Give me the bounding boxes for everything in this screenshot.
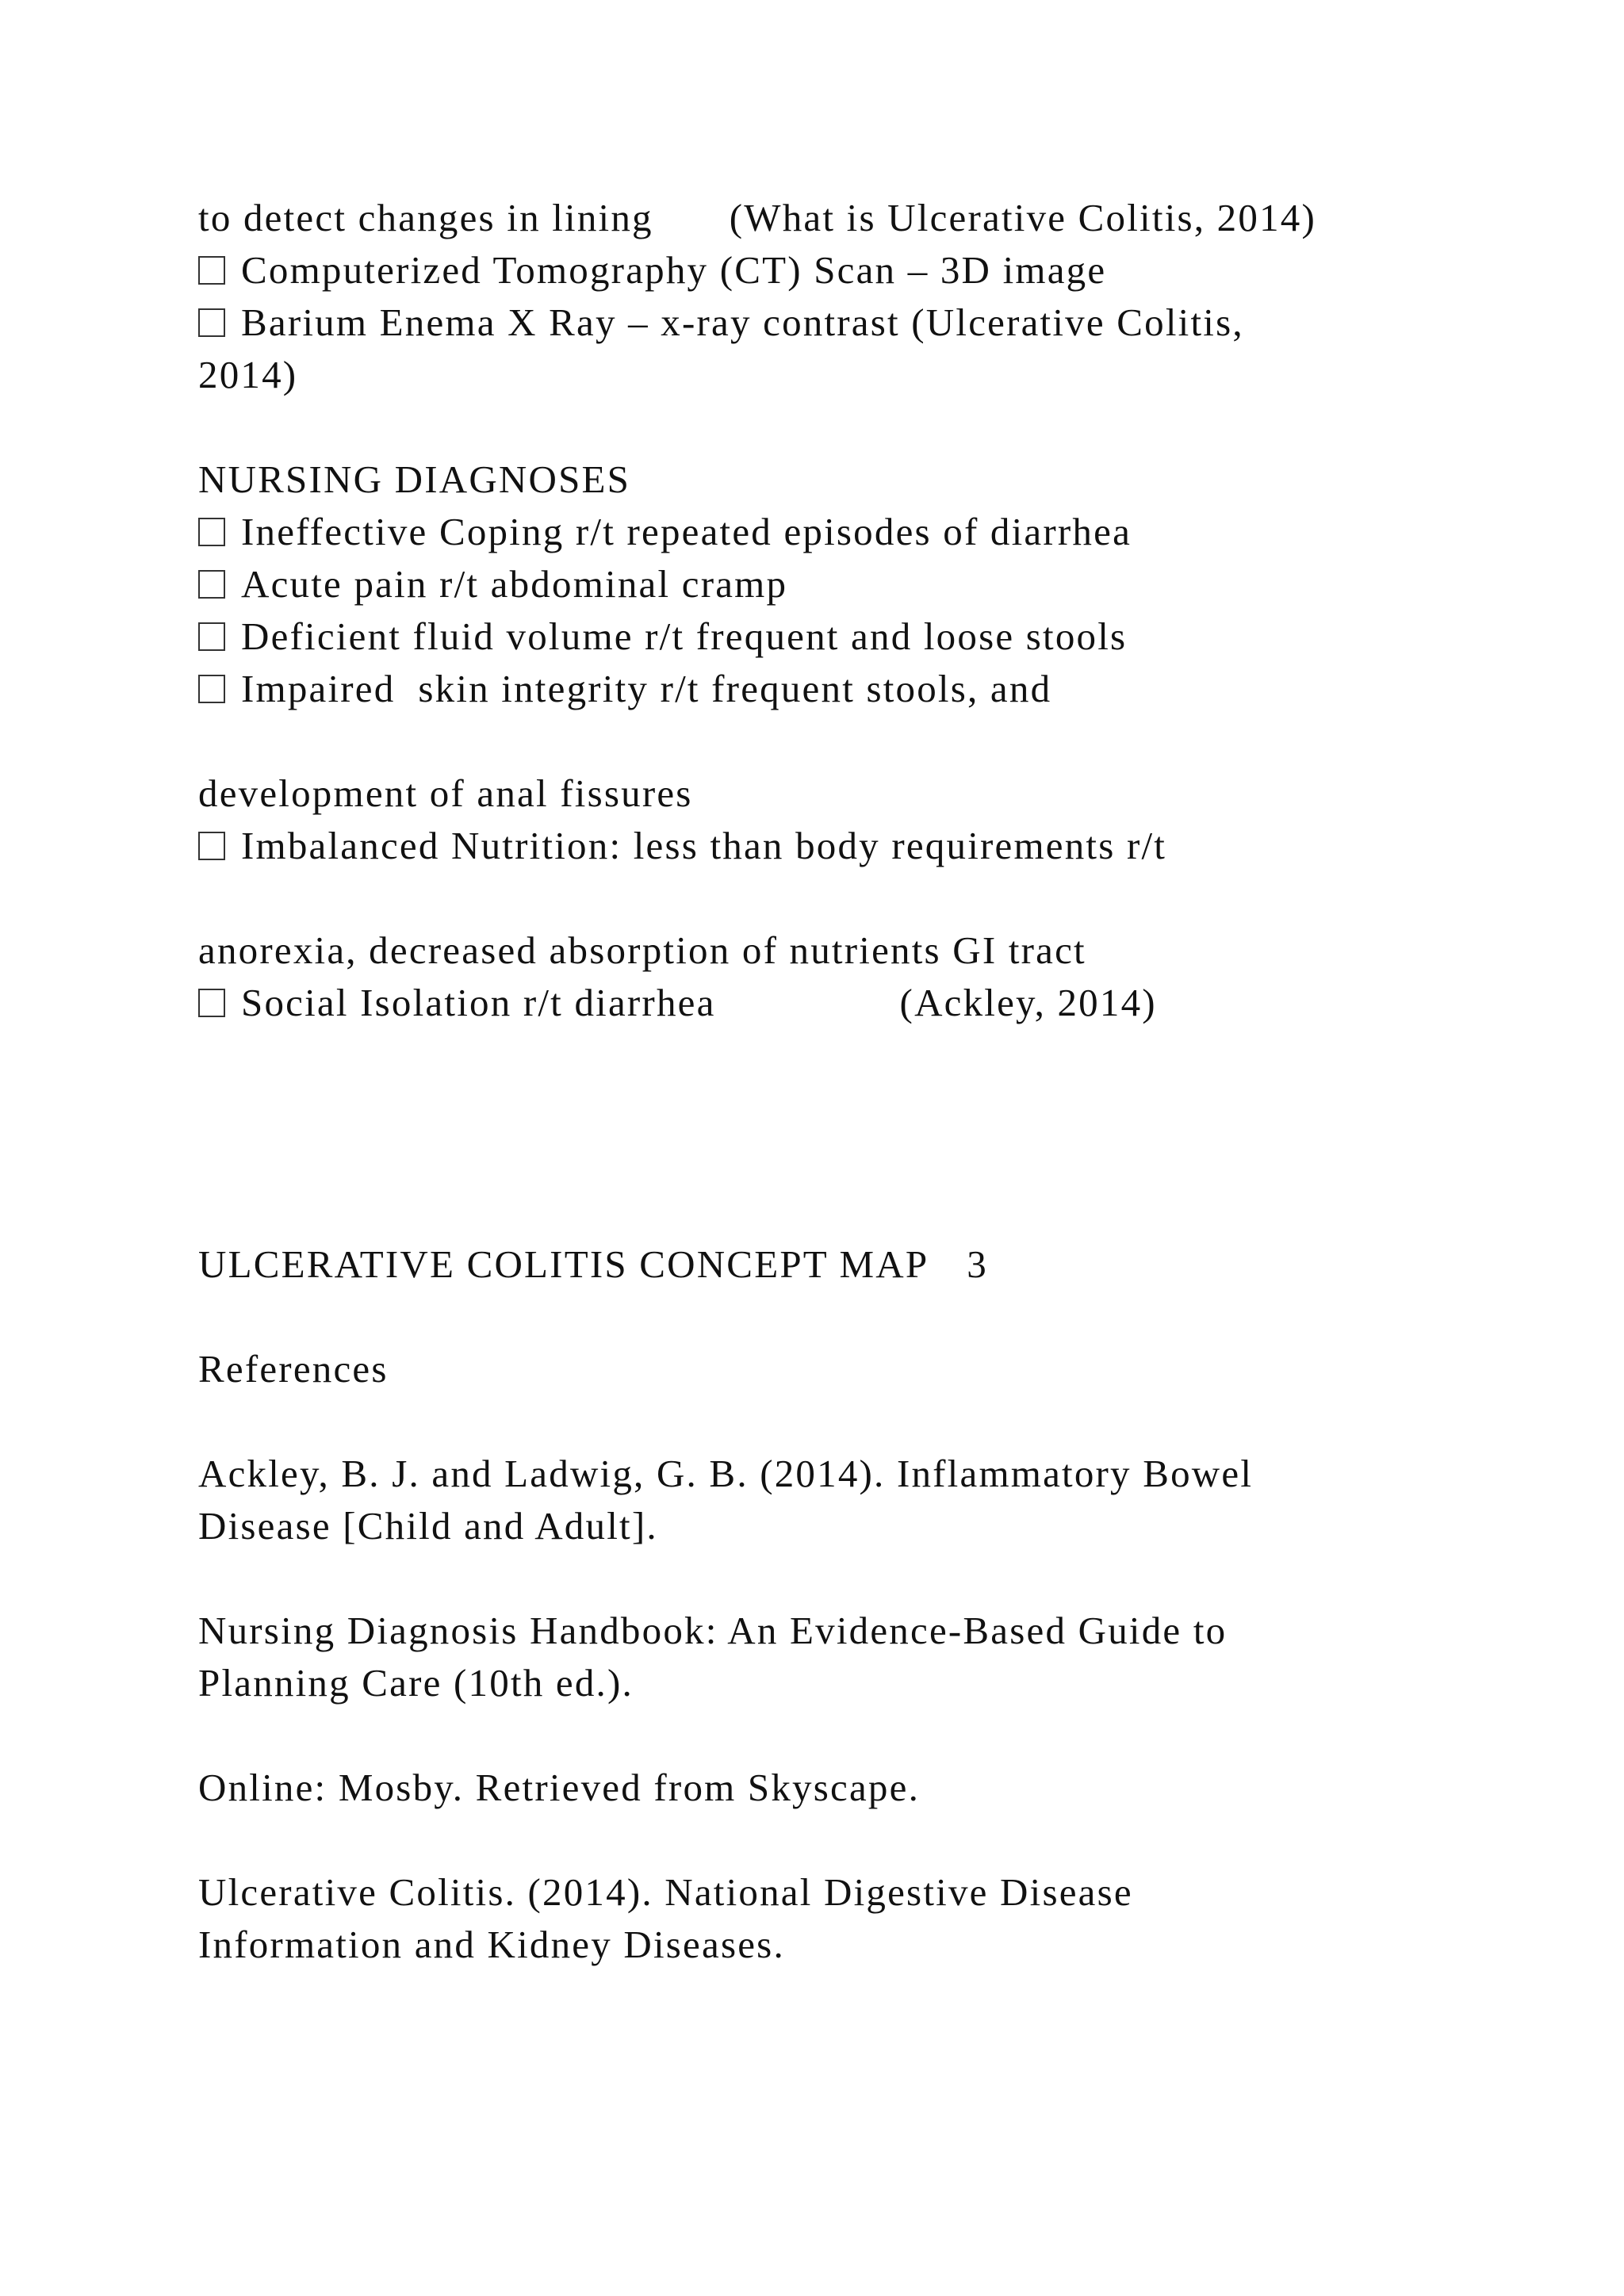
- deficient-fluid-text: Deficient fluid volume r/t frequent and loose stools: [241, 614, 1128, 658]
- reference-4-line-1: Ulcerative Colitis. (2014). National Digestive Disease: [198, 1870, 1133, 1914]
- reference-4-line-2: Information and Kidney Diseases.: [198, 1923, 785, 1966]
- ct-scan-text: Computerized Tomography (CT) Scan – 3D image: [241, 248, 1107, 292]
- acute-pain-text: Acute pain r/t abdominal cramp: [241, 562, 788, 606]
- checkbox-bullet-icon: [198, 570, 225, 599]
- impaired-skin-continuation: development of anal fissures: [198, 771, 693, 815]
- list-item-imbalanced-nutrition: [198, 820, 1467, 872]
- social-isolation-citation: (Ackley, 2014): [899, 981, 1157, 1024]
- blank-line: [198, 1814, 1467, 1866]
- reference-2-line-1: Nursing Diagnosis Handbook: An Evidence-Based Guide to: [198, 1609, 1228, 1652]
- list-item-ineffective-coping: [198, 506, 1467, 558]
- page-break-space: [198, 1029, 1467, 1238]
- list-item-barium-enema: [198, 297, 1467, 349]
- list-item-deficient-fluid: [198, 610, 1467, 663]
- checkbox-bullet-icon: [198, 675, 225, 703]
- nursing-diagnoses-heading: NURSING DIAGNOSES: [198, 457, 631, 501]
- checkbox-bullet-icon: [198, 989, 225, 1017]
- reference-3: Online: Mosby. Retrieved from Skyscape.: [198, 1766, 921, 1809]
- list-item-ct-scan: [198, 244, 1467, 297]
- document-body: [198, 192, 1467, 1971]
- checkbox-bullet-icon: [198, 518, 225, 546]
- reference-1-line-1: Ackley, B. J. and Ladwig, G. B. (2014). Inflammatory Bowel: [198, 1452, 1254, 1495]
- blank-line: [198, 401, 1467, 453]
- list-item-acute-pain: [198, 558, 1467, 610]
- checkbox-bullet-icon: [198, 622, 225, 651]
- running-head: [198, 1238, 1467, 1291]
- diagnostics-line-1: [198, 192, 1467, 244]
- blank-line: [198, 715, 1467, 767]
- social-isolation-text: Social Isolation r/t diarrhea: [241, 981, 716, 1024]
- ineffective-coping-text: Ineffective Coping r/t repeated episodes of diarrhea: [241, 510, 1132, 553]
- imbalanced-nutrition-text: Imbalanced Nutrition: less than body requirements r/t: [241, 824, 1167, 867]
- diagnostics-citation: (What is Ulcerative Colitis, 2014): [729, 196, 1316, 239]
- references-heading: References: [198, 1347, 389, 1391]
- checkbox-bullet-icon: [198, 256, 225, 285]
- blank-line: [198, 872, 1467, 924]
- checkbox-bullet-icon: [198, 308, 225, 337]
- impaired-skin-text: Impaired skin integrity r/t frequent stools, and: [241, 667, 1052, 710]
- list-item-social-isolation: [198, 977, 1467, 1029]
- checkbox-bullet-icon: [198, 832, 225, 860]
- blank-line: [198, 1709, 1467, 1762]
- reference-1-line-2: Disease [Child and Adult].: [198, 1504, 658, 1548]
- reference-2-line-2: Planning Care (10th ed.).: [198, 1661, 634, 1705]
- list-item-impaired-skin: [198, 663, 1467, 715]
- page-number: 3: [967, 1242, 988, 1286]
- running-head-title: ULCERATIVE COLITIS CONCEPT MAP: [198, 1242, 929, 1286]
- blank-line: [198, 1291, 1467, 1343]
- diagnostics-lining-text: to detect changes in lining: [198, 196, 653, 239]
- blank-line: [198, 1552, 1467, 1605]
- imbalanced-nutrition-continuation: anorexia, decreased absorption of nutrients GI tract: [198, 928, 1086, 972]
- barium-enema-year: 2014): [198, 353, 298, 396]
- blank-line: [198, 1395, 1467, 1448]
- barium-enema-text: Barium Enema X Ray – x-ray contrast (Ulcerative Colitis,: [241, 300, 1244, 344]
